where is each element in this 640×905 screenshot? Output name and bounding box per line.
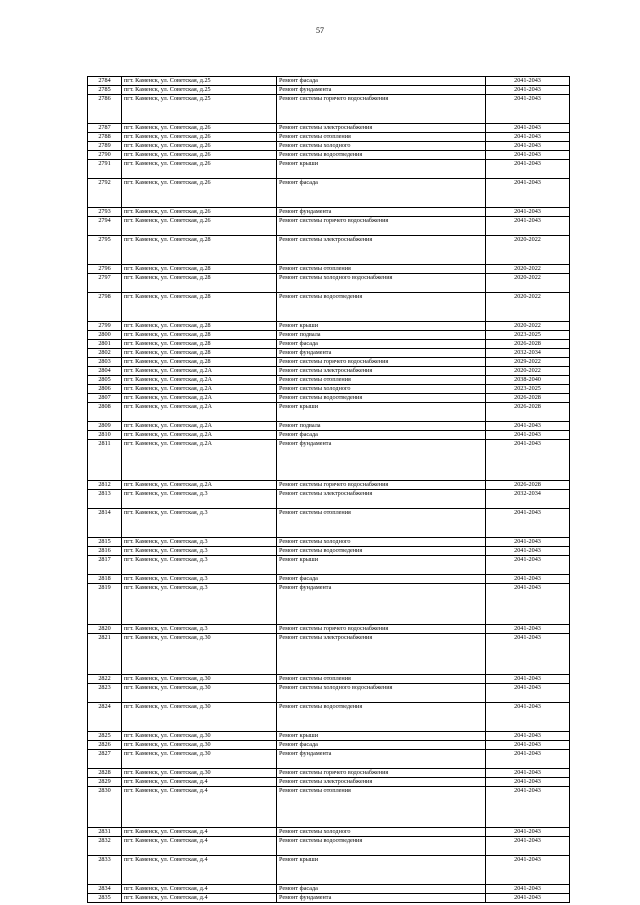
row-number: 2799: [88, 322, 122, 331]
row-period: 2041-2043: [486, 675, 570, 684]
row-address: пгт. Каменск, ул. Советская, д.25: [122, 77, 277, 86]
row-address: пгт. Каменск, ул. Советская, д.2А: [122, 422, 277, 431]
row-period: 2020-2022: [486, 236, 570, 265]
row-address: пгт. Каменск, ул. Советская, д.3: [122, 625, 277, 634]
row-work-type: Ремонт крыши: [277, 160, 486, 179]
row-number: 2832: [88, 837, 122, 856]
row-address: пгт. Каменск, ул. Советская, д.4: [122, 778, 277, 787]
row-number: 2806: [88, 385, 122, 394]
row-work-type: Ремонт системы горячего водоснабжения: [277, 217, 486, 236]
table-row: [88, 403, 570, 422]
row-address: пгт. Каменск, ул. Советская, д.26: [122, 151, 277, 160]
row-address: пгт. Каменск, ул. Советская, д.4: [122, 787, 277, 828]
row-address: пгт. Каменск, ул. Советская, д.30: [122, 675, 277, 684]
row-period: 2041-2043: [486, 547, 570, 556]
row-period: 2032-2034: [486, 490, 570, 509]
row-address: пгт. Каменск, ул. Советская, д.25: [122, 95, 277, 124]
row-work-type: Ремонт системы водоотведения: [277, 151, 486, 160]
row-period: 2041-2043: [486, 208, 570, 217]
table-row: [88, 394, 570, 403]
table-row: [88, 509, 570, 538]
row-period: 2026-2028: [486, 403, 570, 422]
row-number: 2792: [88, 179, 122, 208]
row-work-type: Ремонт фасада: [277, 741, 486, 750]
row-number: 2798: [88, 293, 122, 322]
table-row: [88, 142, 570, 151]
table-row: [88, 179, 570, 208]
row-address: пгт. Каменск, ул. Советская, д.2А: [122, 367, 277, 376]
row-address: пгт. Каменск, ул. Советская, д.28: [122, 293, 277, 322]
row-period: 2041-2043: [486, 509, 570, 538]
row-period: 2026-2028: [486, 340, 570, 349]
row-address: пгт. Каменск, ул. Советская, д.4: [122, 856, 277, 885]
row-period: 2041-2043: [486, 894, 570, 903]
row-number: 2819: [88, 584, 122, 625]
table-row: [88, 481, 570, 490]
row-period: 2023-2025: [486, 385, 570, 394]
row-address: пгт. Каменск, ул. Советская, д.30: [122, 741, 277, 750]
table-row: [88, 133, 570, 142]
row-period: 2020-2022: [486, 265, 570, 274]
row-number: 2803: [88, 358, 122, 367]
row-work-type: Ремонт крыши: [277, 856, 486, 885]
row-work-type: Ремонт подвала: [277, 422, 486, 431]
row-address: пгт. Каменск, ул. Советская, д.26: [122, 160, 277, 179]
table-row: [88, 331, 570, 340]
table-row: [88, 703, 570, 732]
row-number: 2822: [88, 675, 122, 684]
row-number: 2801: [88, 340, 122, 349]
row-number: 2820: [88, 625, 122, 634]
row-number: 2793: [88, 208, 122, 217]
row-address: пгт. Каменск, ул. Советская, д.26: [122, 179, 277, 208]
row-work-type: Ремонт фасада: [277, 885, 486, 894]
row-number: 2824: [88, 703, 122, 732]
row-work-type: Ремонт системы водоотведения: [277, 703, 486, 732]
table-row: [88, 385, 570, 394]
row-work-type: Ремонт фундамента: [277, 750, 486, 769]
row-number: 2808: [88, 403, 122, 422]
row-period: 2041-2043: [486, 750, 570, 769]
row-work-type: Ремонт фасада: [277, 431, 486, 440]
row-number: 2813: [88, 490, 122, 509]
row-work-type: Ремонт крыши: [277, 403, 486, 422]
row-address: пгт. Каменск, ул. Советская, д.2А: [122, 403, 277, 422]
row-work-type: Ремонт системы электроснабжения: [277, 490, 486, 509]
row-address: пгт. Каменск, ул. Советская, д.28: [122, 322, 277, 331]
row-period: 2041-2043: [486, 133, 570, 142]
row-address: пгт. Каменск, ул. Советская, д.3: [122, 509, 277, 538]
row-address: пгт. Каменск, ул. Советская, д.26: [122, 142, 277, 151]
row-period: 2041-2043: [486, 837, 570, 856]
table-row: [88, 95, 570, 124]
table-row: [88, 625, 570, 634]
row-work-type: Ремонт системы отопления: [277, 376, 486, 385]
row-number: 2786: [88, 95, 122, 124]
row-period: 2041-2043: [486, 684, 570, 703]
row-work-type: Ремонт фундамента: [277, 584, 486, 625]
row-work-type: Ремонт системы отопления: [277, 509, 486, 538]
row-work-type: Ремонт системы электроснабжения: [277, 236, 486, 265]
row-period: 2041-2043: [486, 787, 570, 828]
row-address: пгт. Каменск, ул. Советская, д.3: [122, 584, 277, 625]
table-row: [88, 787, 570, 828]
row-number: 2817: [88, 556, 122, 575]
row-number: 2788: [88, 133, 122, 142]
table-row: [88, 547, 570, 556]
table-row: [88, 322, 570, 331]
row-address: пгт. Каменск, ул. Советская, д.28: [122, 265, 277, 274]
row-number: 2833: [88, 856, 122, 885]
row-period: 2029-2022: [486, 358, 570, 367]
row-period: 2041-2043: [486, 778, 570, 787]
row-address: пгт. Каменск, ул. Советская, д.26: [122, 217, 277, 236]
row-number: 2789: [88, 142, 122, 151]
row-address: пгт. Каменск, ул. Советская, д.3: [122, 556, 277, 575]
row-address: пгт. Каменск, ул. Советская, д.28: [122, 331, 277, 340]
table-row: [88, 732, 570, 741]
row-work-type: Ремонт системы горячего водоснабжения: [277, 481, 486, 490]
row-address: пгт. Каменск, ул. Советская, д.30: [122, 732, 277, 741]
table-row: [88, 885, 570, 894]
row-number: 2796: [88, 265, 122, 274]
row-work-type: Ремонт фундамента: [277, 86, 486, 95]
row-period: 2041-2043: [486, 151, 570, 160]
row-number: 2787: [88, 124, 122, 133]
row-work-type: Ремонт системы горячего водоснабжения: [277, 625, 486, 634]
row-address: пгт. Каменск, ул. Советская, д.2А: [122, 481, 277, 490]
row-period: 2026-2028: [486, 394, 570, 403]
table-row: [88, 684, 570, 703]
table-row: [88, 538, 570, 547]
row-period: 2041-2043: [486, 556, 570, 575]
row-number: 2810: [88, 431, 122, 440]
row-period: 2041-2043: [486, 86, 570, 95]
table-row: [88, 828, 570, 837]
row-period: 2041-2043: [486, 625, 570, 634]
row-work-type: Ремонт системы электроснабжения: [277, 367, 486, 376]
row-period: 2023-2025: [486, 331, 570, 340]
row-number: 2823: [88, 684, 122, 703]
row-period: 2032-2034: [486, 349, 570, 358]
page-number: 57: [316, 26, 324, 35]
table-row: [88, 124, 570, 133]
row-period: 2038-2040: [486, 376, 570, 385]
row-work-type: Ремонт системы отопления: [277, 675, 486, 684]
table-row: [88, 837, 570, 856]
table-row: [88, 584, 570, 625]
table-row: [88, 778, 570, 787]
row-work-type: Ремонт системы водоотведения: [277, 837, 486, 856]
row-number: 2805: [88, 376, 122, 385]
row-work-type: Ремонт системы водоотведения: [277, 394, 486, 403]
row-number: 2831: [88, 828, 122, 837]
row-number: 2825: [88, 732, 122, 741]
row-work-type: Ремонт фасада: [277, 575, 486, 584]
row-number: 2827: [88, 750, 122, 769]
row-address: пгт. Каменск, ул. Советская, д.25: [122, 86, 277, 95]
row-address: пгт. Каменск, ул. Советская, д.4: [122, 828, 277, 837]
row-period: 2041-2043: [486, 160, 570, 179]
row-period: 2041-2043: [486, 584, 570, 625]
row-address: пгт. Каменск, ул. Советская, д.3: [122, 547, 277, 556]
table-row: [88, 422, 570, 431]
row-number: 2826: [88, 741, 122, 750]
table-row: [88, 556, 570, 575]
row-work-type: Ремонт фасада: [277, 179, 486, 208]
row-period: 2020-2022: [486, 367, 570, 376]
row-address: пгт. Каменск, ул. Советская, д.26: [122, 124, 277, 133]
row-work-type: Ремонт системы холодного: [277, 385, 486, 394]
table-row: [88, 367, 570, 376]
table-row: [88, 769, 570, 778]
row-number: 2804: [88, 367, 122, 376]
row-period: 2020-2022: [486, 293, 570, 322]
row-period: 2041-2043: [486, 422, 570, 431]
row-address: пгт. Каменск, ул. Советская, д.26: [122, 133, 277, 142]
row-number: 2802: [88, 349, 122, 358]
row-period: 2041-2043: [486, 703, 570, 732]
row-address: пгт. Каменск, ул. Советская, д.2А: [122, 385, 277, 394]
row-work-type: Ремонт системы водоотведения: [277, 293, 486, 322]
table-row: [88, 208, 570, 217]
row-work-type: Ремонт фундамента: [277, 208, 486, 217]
row-address: пгт. Каменск, ул. Советская, д.4: [122, 894, 277, 903]
row-address: пгт. Каменск, ул. Советская, д.30: [122, 769, 277, 778]
row-work-type: Ремонт системы холодного: [277, 142, 486, 151]
row-period: 2041-2043: [486, 856, 570, 885]
row-number: 2790: [88, 151, 122, 160]
table-row: [88, 894, 570, 903]
row-work-type: Ремонт системы горячего водоснабжения: [277, 769, 486, 778]
row-number: 2828: [88, 769, 122, 778]
table-row: [88, 274, 570, 293]
table-row: [88, 634, 570, 675]
row-work-type: Ремонт крыши: [277, 556, 486, 575]
row-number: 2807: [88, 394, 122, 403]
row-number: 2835: [88, 894, 122, 903]
row-work-type: Ремонт подвала: [277, 331, 486, 340]
table-row: [88, 86, 570, 95]
row-number: 2795: [88, 236, 122, 265]
row-period: 2041-2043: [486, 124, 570, 133]
row-period: 2041-2043: [486, 142, 570, 151]
row-work-type: Ремонт системы горячего водоснабжения: [277, 95, 486, 124]
row-number: 2815: [88, 538, 122, 547]
row-period: 2041-2043: [486, 77, 570, 86]
table-row: [88, 750, 570, 769]
row-work-type: Ремонт системы холодного водоснабжения: [277, 274, 486, 293]
repair-schedule-table: [87, 76, 570, 903]
row-address: пгт. Каменск, ул. Советская, д.30: [122, 684, 277, 703]
row-work-type: Ремонт крыши: [277, 732, 486, 741]
table-row: [88, 236, 570, 265]
table-row: [88, 741, 570, 750]
row-work-type: Ремонт крыши: [277, 322, 486, 331]
row-address: пгт. Каменск, ул. Советская, д.28: [122, 358, 277, 367]
row-work-type: Ремонт системы холодного: [277, 538, 486, 547]
row-number: 2829: [88, 778, 122, 787]
row-address: пгт. Каменск, ул. Советская, д.4: [122, 885, 277, 894]
row-number: 2812: [88, 481, 122, 490]
row-number: 2784: [88, 77, 122, 86]
row-address: пгт. Каменск, ул. Советская, д.26: [122, 208, 277, 217]
table-row: [88, 490, 570, 509]
table-row: [88, 376, 570, 385]
table-row: [88, 77, 570, 86]
row-number: 2794: [88, 217, 122, 236]
row-number: 2821: [88, 634, 122, 675]
row-period: 2041-2043: [486, 217, 570, 236]
table-row: [88, 431, 570, 440]
row-period: 2026-2028: [486, 481, 570, 490]
row-work-type: Ремонт фасада: [277, 340, 486, 349]
row-address: пгт. Каменск, ул. Советская, д.4: [122, 837, 277, 856]
row-number: 2818: [88, 575, 122, 584]
row-work-type: Ремонт системы холодного водоснабжения: [277, 684, 486, 703]
row-address: пгт. Каменск, ул. Советская, д.3: [122, 575, 277, 584]
row-number: 2791: [88, 160, 122, 179]
row-address: пгт. Каменск, ул. Советская, д.2А: [122, 376, 277, 385]
table-row: [88, 856, 570, 885]
row-period: 2041-2043: [486, 538, 570, 547]
row-number: 2814: [88, 509, 122, 538]
row-period: 2041-2043: [486, 575, 570, 584]
row-number: 2797: [88, 274, 122, 293]
row-work-type: Ремонт системы электроснабжения: [277, 124, 486, 133]
row-work-type: Ремонт системы отопления: [277, 133, 486, 142]
row-work-type: Ремонт системы водоотведения: [277, 547, 486, 556]
row-work-type: Ремонт системы отопления: [277, 265, 486, 274]
row-period: 2041-2043: [486, 179, 570, 208]
row-address: пгт. Каменск, ул. Советская, д.2А: [122, 394, 277, 403]
row-work-type: Ремонт фасада: [277, 77, 486, 86]
table-row: [88, 217, 570, 236]
row-address: пгт. Каменск, ул. Советская, д.28: [122, 349, 277, 358]
row-address: пгт. Каменск, ул. Советская, д.30: [122, 634, 277, 675]
row-period: 2020-2022: [486, 274, 570, 293]
row-number: 2785: [88, 86, 122, 95]
table-row: [88, 151, 570, 160]
table-row: [88, 293, 570, 322]
row-number: 2830: [88, 787, 122, 828]
row-work-type: Ремонт фундамента: [277, 440, 486, 481]
table-row: [88, 358, 570, 367]
row-work-type: Ремонт системы электроснабжения: [277, 778, 486, 787]
row-number: 2834: [88, 885, 122, 894]
table-body: [88, 77, 570, 903]
row-period: 2041-2043: [486, 732, 570, 741]
table-row: [88, 160, 570, 179]
row-address: пгт. Каменск, ул. Советская, д.2А: [122, 431, 277, 440]
row-address: пгт. Каменск, ул. Советская, д.3: [122, 538, 277, 547]
row-period: 2041-2043: [486, 741, 570, 750]
row-address: пгт. Каменск, ул. Советская, д.30: [122, 703, 277, 732]
row-period: 2041-2043: [486, 828, 570, 837]
table-row: [88, 349, 570, 358]
table-row: [88, 575, 570, 584]
table-row: [88, 440, 570, 481]
row-period: 2041-2043: [486, 634, 570, 675]
row-period: 2041-2043: [486, 885, 570, 894]
row-number: 2809: [88, 422, 122, 431]
table-row: [88, 340, 570, 349]
row-work-type: Ремонт системы горячего водоснабжения: [277, 358, 486, 367]
row-number: 2800: [88, 331, 122, 340]
row-period: 2041-2043: [486, 95, 570, 124]
table-row: [88, 675, 570, 684]
row-period: 2020-2022: [486, 322, 570, 331]
row-address: пгт. Каменск, ул. Советская, д.28: [122, 340, 277, 349]
row-period: 2041-2043: [486, 431, 570, 440]
row-work-type: Ремонт системы отопления: [277, 787, 486, 828]
row-address: пгт. Каменск, ул. Советская, д.28: [122, 236, 277, 265]
row-number: 2811: [88, 440, 122, 481]
row-address: пгт. Каменск, ул. Советская, д.2А: [122, 440, 277, 481]
row-address: пгт. Каменск, ул. Советская, д.30: [122, 750, 277, 769]
row-address: пгт. Каменск, ул. Советская, д.28: [122, 274, 277, 293]
row-work-type: Ремонт системы электроснабжения: [277, 634, 486, 675]
row-number: 2816: [88, 547, 122, 556]
row-period: 2041-2043: [486, 769, 570, 778]
row-work-type: Ремонт фундамента: [277, 349, 486, 358]
row-period: 2041-2043: [486, 440, 570, 481]
row-work-type: Ремонт фундамента: [277, 894, 486, 903]
table-row: [88, 265, 570, 274]
row-work-type: Ремонт системы холодного: [277, 828, 486, 837]
row-address: пгт. Каменск, ул. Советская, д.3: [122, 490, 277, 509]
